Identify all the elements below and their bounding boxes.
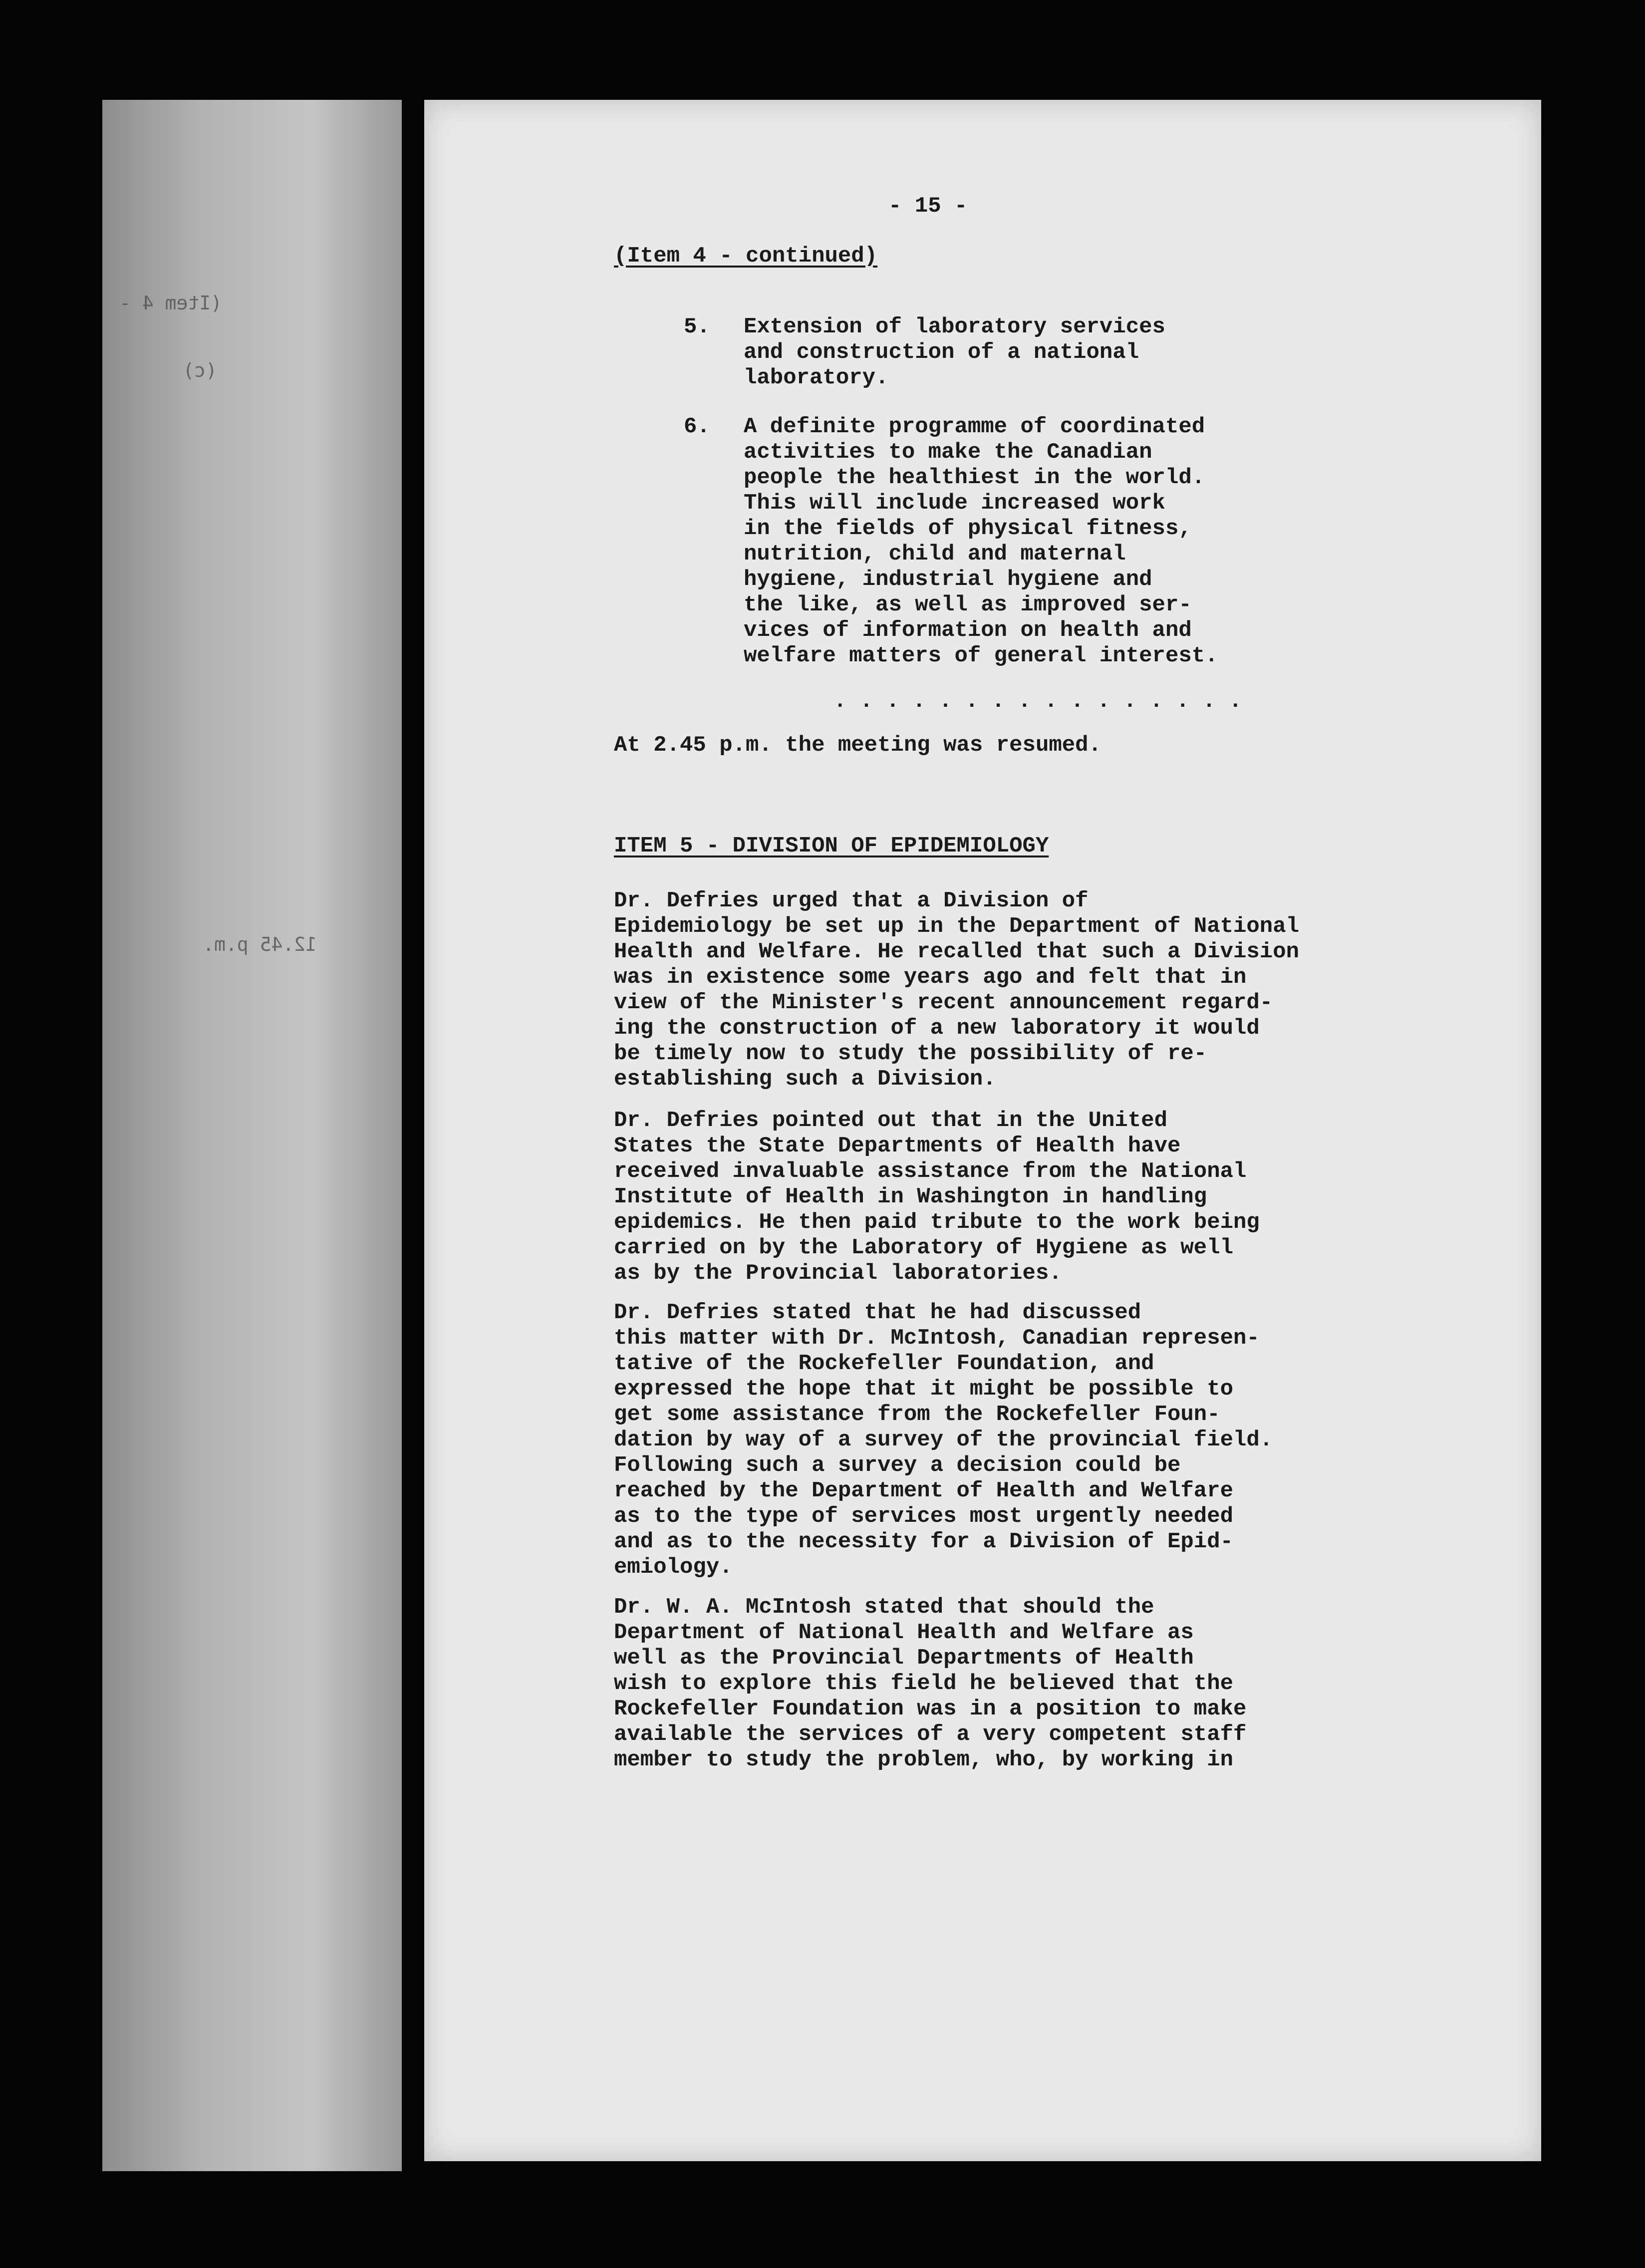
item5-heading: ITEM 5 - DIVISION OF EPIDEMIOLOGY [614,834,1049,858]
resumed-line: At 2.45 p.m. the meeting was resumed. [614,733,1101,758]
item-text: A definite programme of coordinated activities to make the Canadian people the healthiest in the world. This will include increased work in the fields of physical fitness, nutrition, child and maternal hygiene, industrial hygiene and the like, as well as improved ser- vices of information on health and welfare matters of general interest. [744,414,1218,668]
document-page [424,100,1541,2161]
item-number: 5. [684,314,710,339]
numbered-item [684,314,1283,391]
item-text: Extension of laboratory services and construction of a national laboratory. [744,314,1165,390]
page-number: - 15 - [888,194,968,219]
left-facing-page [102,100,402,2171]
numbered-item [684,414,1283,669]
paragraph: Dr. Defries urged that a Division of Epidemiology be set up in the Department of National Health and Welfare. He recalled that such a Division was in existence some years ago and felt that in view of the Minister's recent announcement regard- ing the construction of a new laboratory it would be timely now to study the possibility of re- establishing such a Division. [614,888,1300,1092]
continued-heading: (Item 4 - continued) [614,244,878,269]
paragraph: Dr. Defries stated that he had discussed this matter with Dr. McIntosh, Canadian represen- tative of the Rockefeller Foundation, and expressed the hope that it might be possible to get some assistance from the Rockefeller Foun- dation by way of a survey of the provincial field. Following such a survey a decision could be reached by the Department of Health and Welfare as to the type of services most urgently needed and as to the necessity for a Division of Epid- emiology. [614,1300,1273,1580]
left-page-mark: (c) [183,359,217,381]
separator-dots: . . . . . . . . . . . . . . . . [833,689,1242,714]
paragraph: Dr. Defries pointed out that in the United States the State Departments of Health have received invaluable assistance from the National Institute of Health in Washington in handling epidemics. He then paid tribute to the work being carried on by the Laboratory of Hygiene as well as by the Provincial laboratories. [614,1108,1260,1286]
paragraph: Dr. W. A. McIntosh stated that should the Department of National Health and Welfare as well as the Provincial Departments of Health wish to explore this field he believed that the Rockefeller Foundation was in a position to make available the services of a very competent staff member to study the problem, who, by working in [614,1595,1247,1772]
left-page-mark: 12.45 p.m. [203,933,317,955]
item-number: 6. [684,414,710,439]
left-page-mark: (Item 4 - [119,292,222,314]
